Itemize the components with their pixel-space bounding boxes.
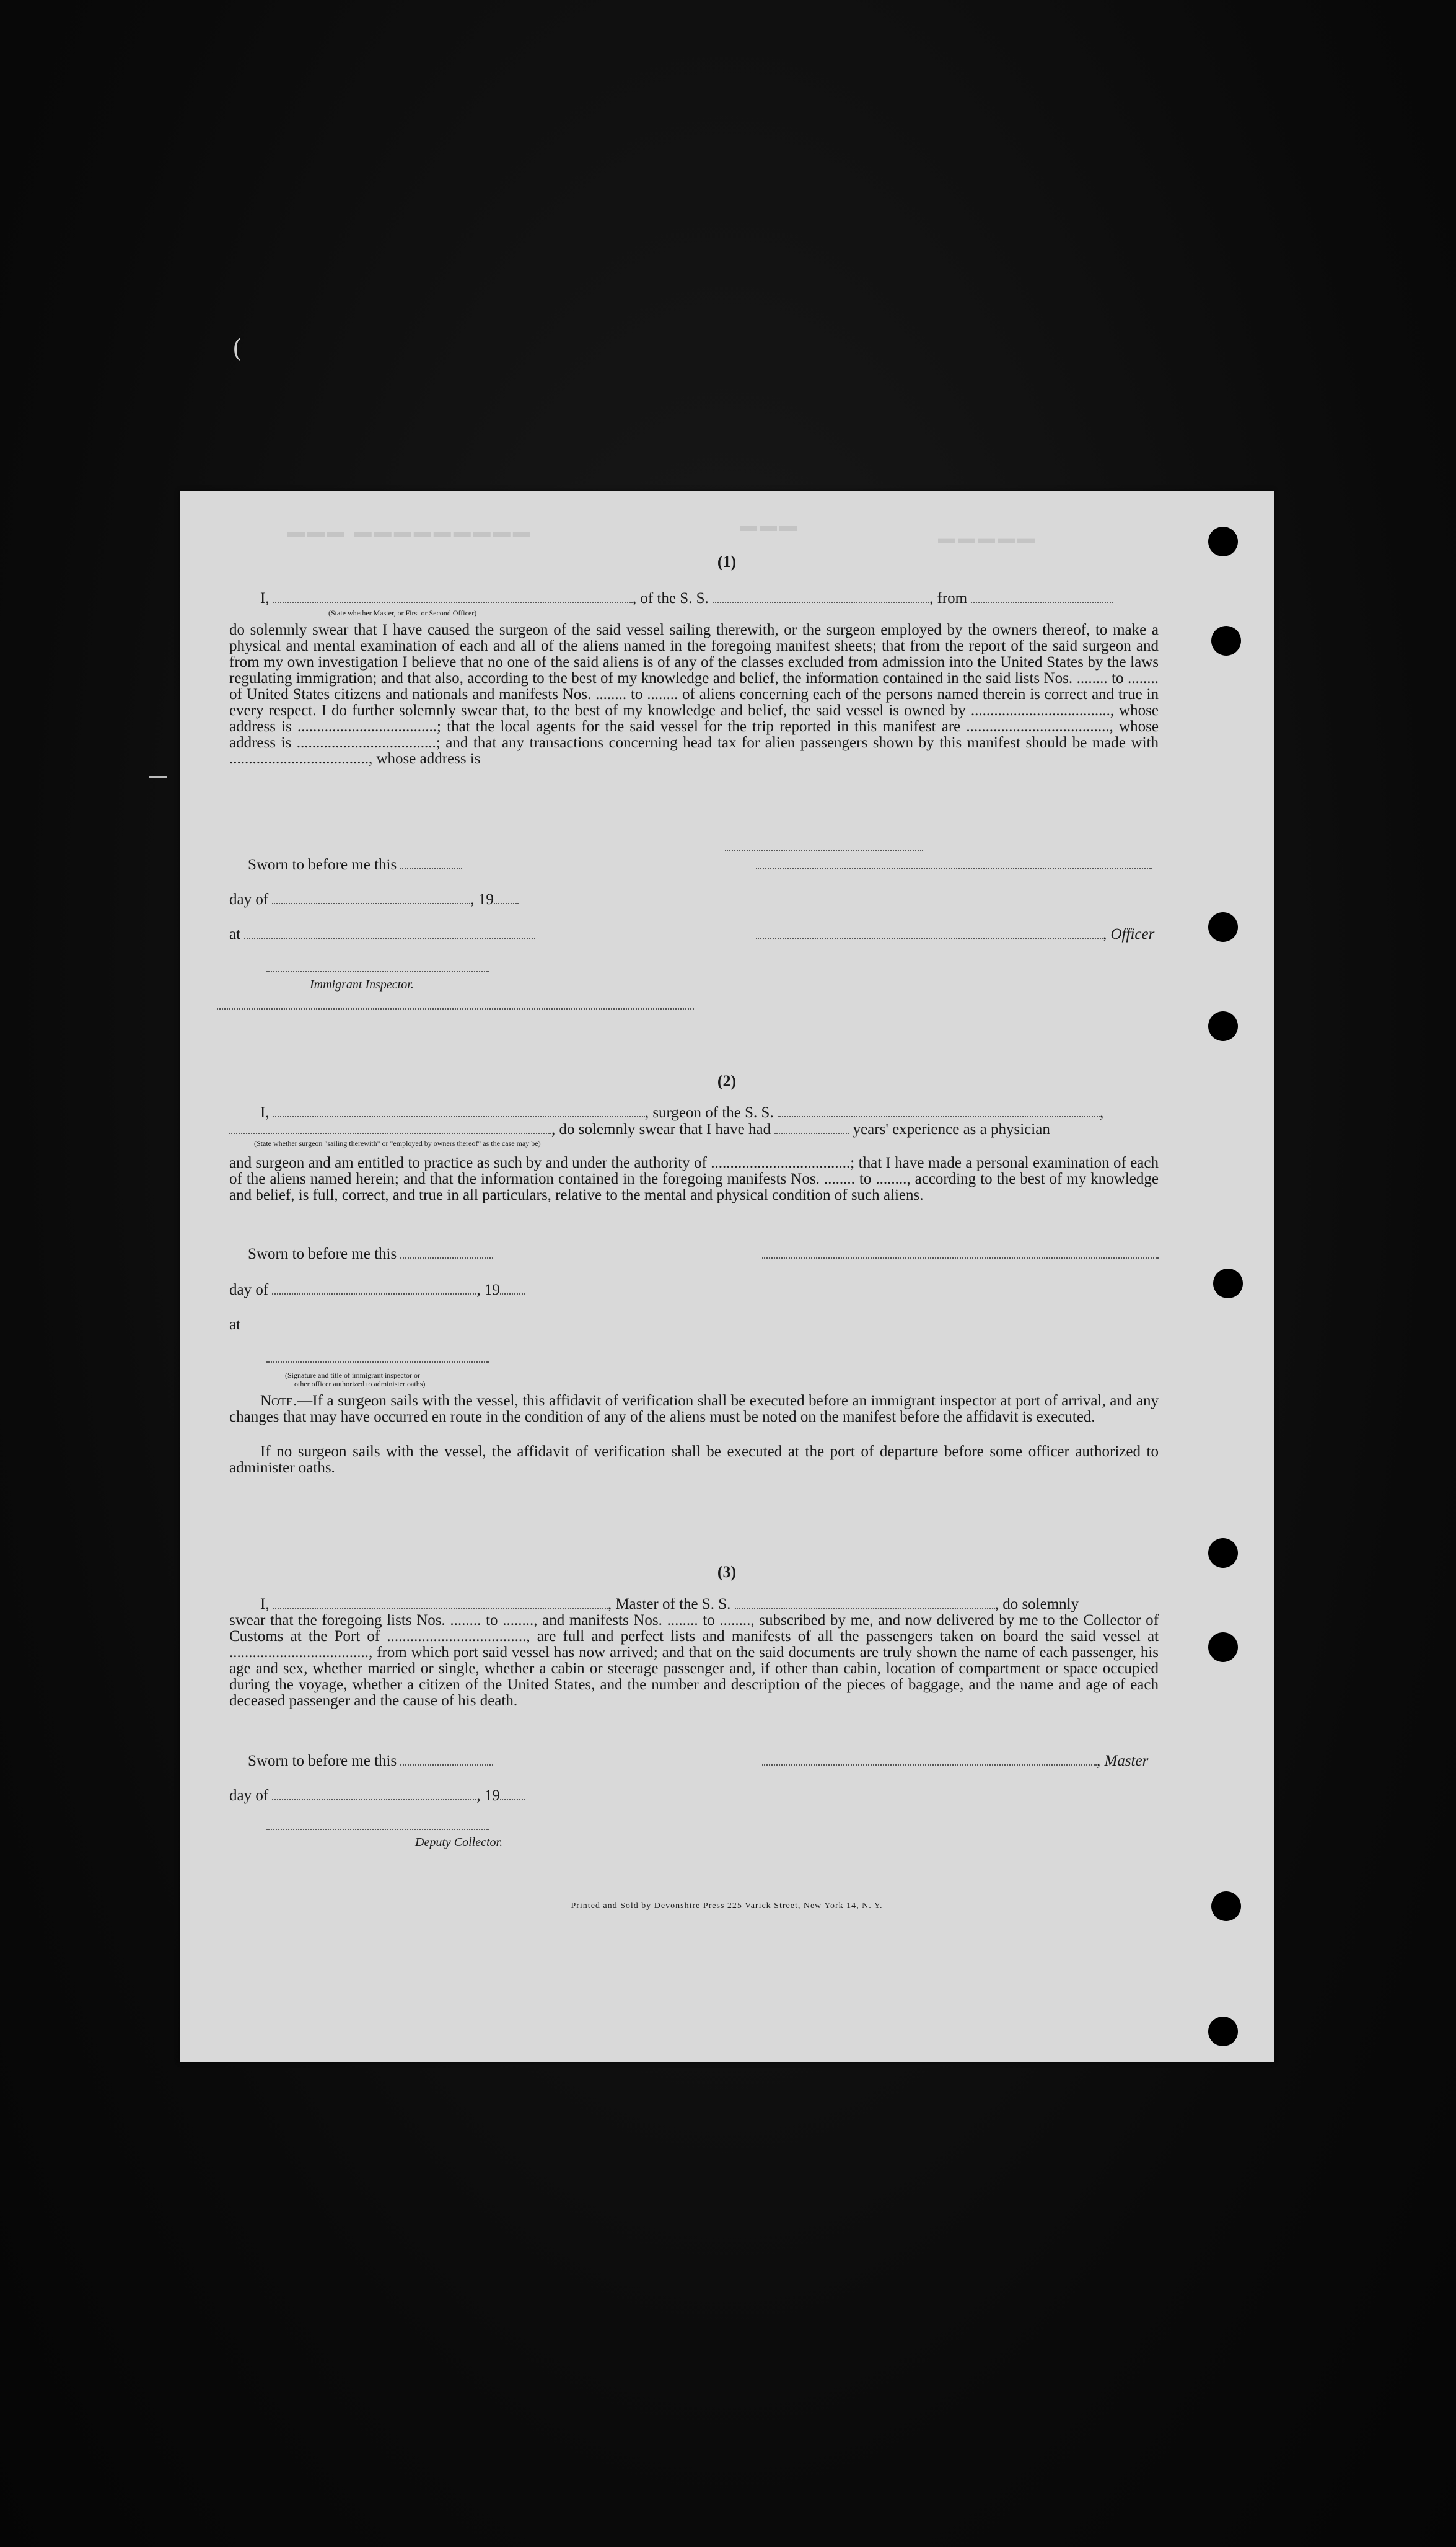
section-3-deputy-rule bbox=[266, 1817, 489, 1834]
section-2-at-line: at bbox=[229, 1316, 241, 1333]
stray-scan-mark: ( bbox=[232, 335, 242, 363]
punch-hole bbox=[1208, 2017, 1238, 2046]
punch-hole bbox=[1211, 626, 1241, 656]
section-1-body: do solemnly swear that I have caused the surgeon of the said vessel sailing therewith, or the surgeon employed by the owners thereof, to make a physical and mental examination of each and all of the aliens named in the foregoing manifest sheets; that from the report of the said surgeon and from my own investigation I believe that no one of the said aliens is of any of the classes excluded from admission into the United States by the laws regulating immigration; and that also, according to the best of my knowledge and belief, the information contained in the said lists Nos. ........ to ........ of United States citizens and nationals and manifests Nos. ........ to ........ of aliens concerning each of the persons named therein is correct and true in every respect. I do further solemnly swear that, to the best of my knowledge and belief, the said vessel is owned by ...................................., whose address is ....................................; that the local agents for the said vessel for the trip reported in this manifest are ....................................., whose address is ....................................; and that any transactions concerning head tax for alien passengers shown by this manifest should be made with ...................................., whose address is bbox=[229, 622, 1159, 767]
section-1-bottom-rule bbox=[217, 996, 694, 1014]
section-2-day-line: day of , 19 bbox=[229, 1282, 525, 1299]
punch-hole bbox=[1208, 1632, 1238, 1662]
section-3-day-line: day of , 19 bbox=[229, 1787, 525, 1805]
section-2-signature-caption-2: other officer authorized to administer oaths) bbox=[294, 1379, 426, 1388]
section-3-deputy-caption: Deputy Collector. bbox=[415, 1836, 503, 1849]
section-3-sworn-line: Sworn to before me this bbox=[248, 1753, 493, 1770]
section-2-oath-line-2: , do solemnly swear that I have had years' experience as a physician bbox=[229, 1121, 1050, 1138]
section-1-oath-line: I, , of the S. S. , from bbox=[260, 590, 1113, 607]
section-3-number: (3) bbox=[717, 1563, 737, 1581]
bleed-through-text: ▬▬▬ bbox=[737, 516, 797, 535]
punch-hole bbox=[1208, 912, 1238, 942]
section-2-sworn-line: Sworn to before me this bbox=[248, 1246, 493, 1263]
section-1-officer-line: , Officer bbox=[756, 926, 1154, 943]
section-1-number: (1) bbox=[717, 553, 737, 571]
section-2-signature-rule bbox=[266, 1350, 489, 1367]
section-1-signature-line bbox=[756, 856, 1152, 874]
section-2-caption: (State whether surgeon "sailing therewith" or "employed by owners thereof" as the case may be) bbox=[254, 1139, 541, 1148]
section-2-note-2: If no surgeon sails with the vessel, the affidavit of verification shall be executed at the port of departure before some officer authorized to administer oaths. bbox=[229, 1443, 1159, 1476]
section-3-master-line: , Master bbox=[762, 1753, 1148, 1770]
punch-hole bbox=[1208, 1011, 1238, 1041]
section-1-sworn-line: Sworn to before me this bbox=[248, 856, 462, 874]
bleed-through-text: ▬▬▬▬▬ bbox=[936, 528, 1035, 547]
punch-hole bbox=[1213, 1269, 1243, 1298]
section-1-caption: (State whether Master, or First or Second Officer) bbox=[328, 609, 477, 617]
section-1-at-line: at bbox=[229, 926, 535, 943]
section-2-note: Note.—If a surgeon sails with the vessel, this affidavit of verification shall be executed before an immigrant inspector at port of arrival, and any changes that may have occurred en route in the condition of any of the aliens must be noted on the manifest before the affidavit is executed. bbox=[229, 1392, 1159, 1425]
punch-hole bbox=[1208, 527, 1238, 556]
section-3-oath-line: I, , Master of the S. S. , do solemnly bbox=[260, 1596, 1079, 1612]
section-2-number: (2) bbox=[717, 1072, 737, 1090]
manifest-back-page bbox=[180, 491, 1274, 2062]
section-1-inspector-caption: Immigrant Inspector. bbox=[310, 978, 414, 992]
section-1-inspector-rule bbox=[266, 959, 489, 977]
section-1-dotted-rule bbox=[725, 838, 923, 855]
printer-imprint: Printed and Sold by Devonshire Press 225 Varick Street, New York 14, N. Y. bbox=[571, 1901, 883, 1911]
section-2-body: and surgeon and am entitled to practice as such by and under the authority of ....................................; that I have made a personal examination of each of the aliens named herein; and that the information contained in the foregoing manifests Nos. ........ to ........, according to the best of my knowledge and belief, is full, correct, and true in all particulars, relative to the mental and physical condition of such aliens. bbox=[229, 1155, 1159, 1203]
section-2-oath-line-1: I, , surgeon of the S. S. , bbox=[260, 1104, 1104, 1121]
section-3-body: swear that the foregoing lists Nos. ........ to ........, and manifests Nos. ........ to ........, subscribed by me, and now delivered by me to the Collector of Customs at the Port of ...................................., are full and perfect lists and manifests of all the passengers taken on board the said vessel at ...................................., from which port said vessel has now arrived; and that on the said documents are truly shown the name of each passenger, his age and sex, whether married or single, whether a cabin or steerage passenger and, if other than cabin, location of compartment or space occupied during the voyage, whether a citizen of the United States, and the number and description of the pieces of baggage, and the name and age of each deceased passenger and the cause of his death. bbox=[229, 1612, 1159, 1709]
section-2-signature-line bbox=[762, 1246, 1159, 1263]
stray-scan-dash bbox=[149, 776, 167, 778]
section-2-signature-caption-1: (Signature and title of immigrant inspector or bbox=[285, 1371, 420, 1379]
section-1-day-line: day of , 19 bbox=[229, 891, 519, 908]
bleed-through-text: ▬▬▬▬▬▬▬▬▬ ▬▬▬ bbox=[285, 522, 530, 541]
